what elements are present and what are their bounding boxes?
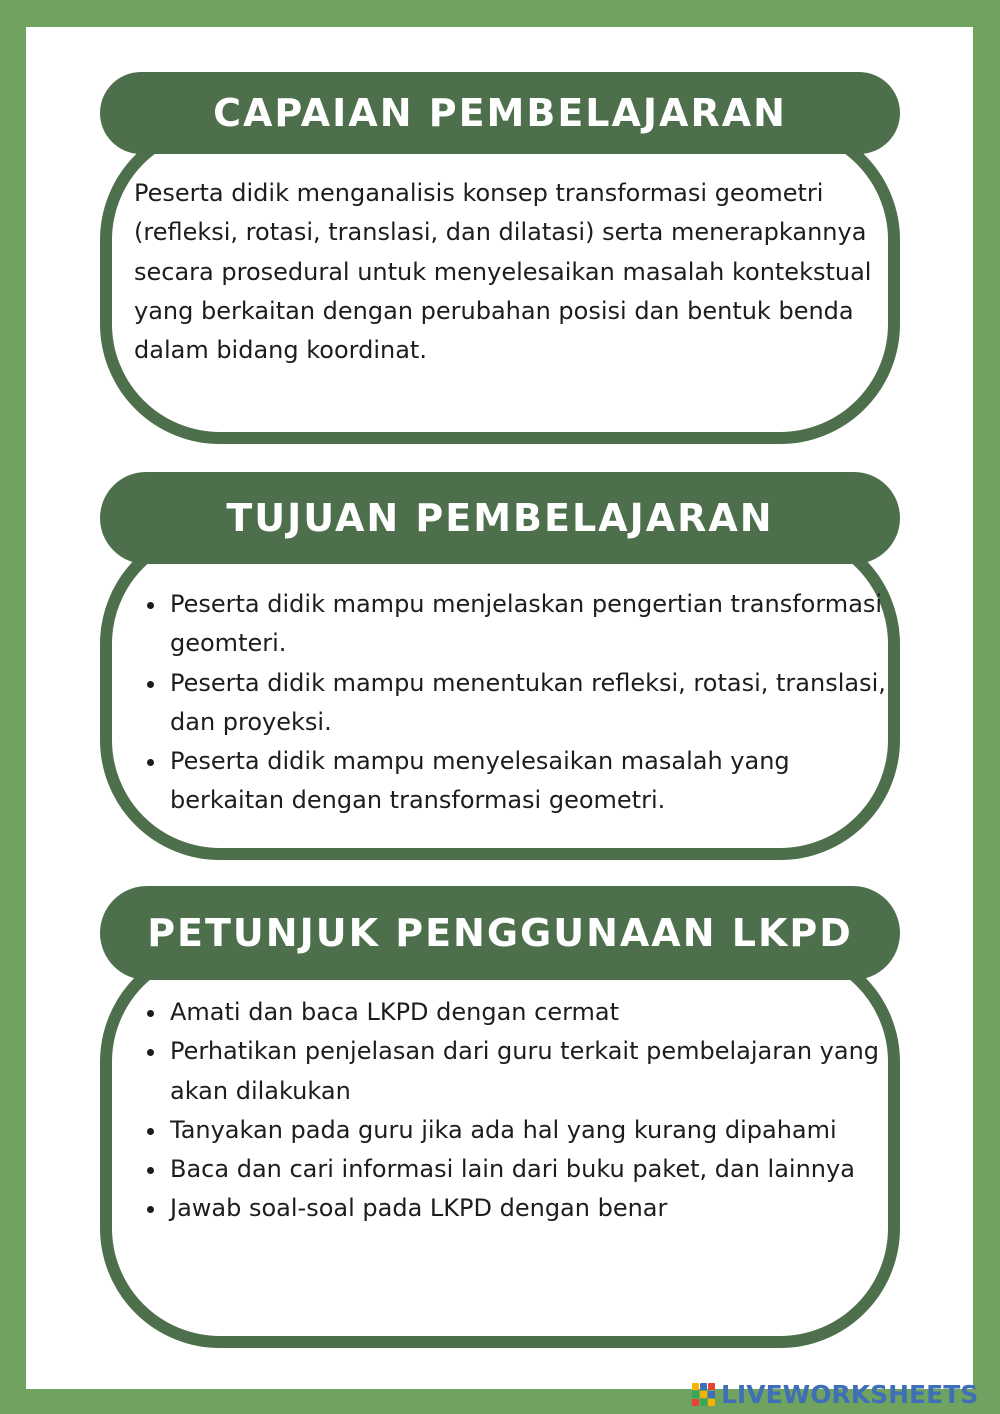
list-item: • Tanyakan pada guru jika ada hal yang kurang dipahami (168, 1111, 886, 1150)
list-item: • Amati dan baca LKPD dengan cermat (168, 993, 886, 1032)
list-item: • Peserta didik mampu menjelaskan pengertian transformasi geomteri. (168, 585, 886, 664)
section-tujuan (100, 472, 900, 860)
capaian-paragraph: Peserta didik menganalisis konsep transformasi geometri (refleksi, rotasi, translasi, dan dilatasi) serta menerapkannya secara prosedural untuk menyelesaikan masalah kontekstual yang berkaitan dengan perubahan posisi dan bentuk benda dalam bidang koordinat. (134, 179, 872, 365)
list-item: • Perhatikan penjelasan dari guru terkait pembelajaran yang akan dilakukan (168, 1032, 886, 1111)
list-item: • Peserta didik mampu menyelesaikan masalah yang berkaitan dengan transformasi geometri. (168, 742, 886, 821)
tujuan-list (134, 585, 886, 821)
petunjuk-list (134, 993, 886, 1229)
section-petunjuk (100, 886, 900, 1348)
liveworksheets-watermark (692, 1374, 978, 1414)
section-title: CAPAIAN PEMBELAJARAN (100, 72, 900, 154)
section-capaian (100, 72, 900, 444)
list-item: • Peserta didik mampu menentukan refleksi, rotasi, translasi, dan proyeksi. (168, 664, 886, 743)
watermark-text: LIVEWORKSHEETS (721, 1379, 979, 1409)
liveworksheets-logo-icon (692, 1383, 715, 1406)
list-item: • Jawab soal-soal pada LKPD dengan benar (168, 1189, 886, 1228)
section-title: PETUNJUK PENGGUNAAN LKPD (100, 886, 900, 980)
section-title: TUJUAN PEMBELAJARAN (100, 472, 900, 564)
list-item: • Baca dan cari informasi lain dari buku paket, dan lainnya (168, 1150, 886, 1189)
